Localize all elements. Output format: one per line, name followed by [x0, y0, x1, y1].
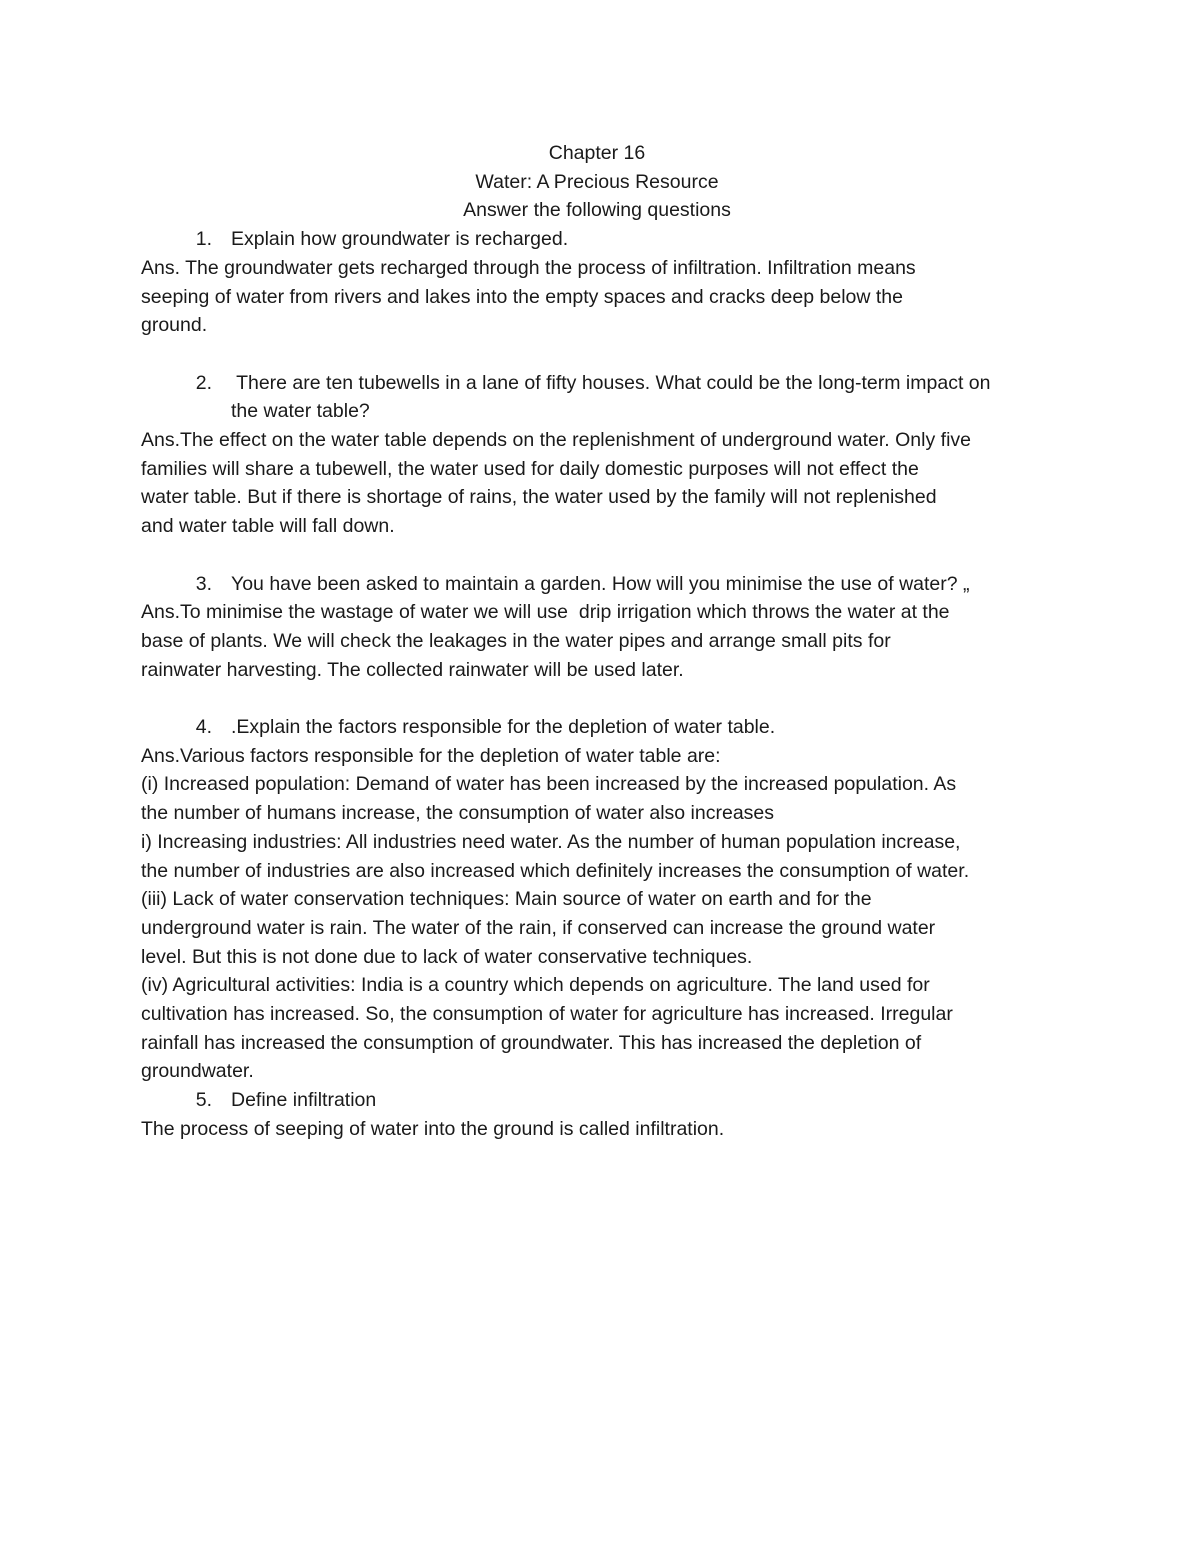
question-text: Define infiltration — [231, 1089, 377, 1112]
answer-line: seeping of water from rivers and lakes into the empty spaces and cracks deep below the — [141, 285, 903, 308]
answer-line: and water table will fall down. — [141, 515, 395, 538]
question-1 — [141, 225, 1071, 254]
answer-4 — [141, 742, 1071, 1086]
question-text: Explain how groundwater is recharged. — [231, 228, 569, 251]
answer-2 — [141, 426, 1071, 541]
answer-line: Ans. The groundwater gets recharged through the process of infiltration. Infiltration means — [141, 256, 916, 279]
answer-line: rainwater harvesting. The collected rainwater will be used later. — [141, 658, 684, 681]
question-number: 4. — [195, 716, 212, 739]
answer-3 — [141, 598, 1071, 684]
paragraph-gap — [141, 684, 1071, 713]
instruction-heading: Answer the following questions — [463, 199, 731, 222]
question-text: You have been asked to maintain a garden. How will you minimise the use of water? „ — [231, 572, 970, 595]
question-3 — [141, 570, 1071, 599]
question-number: 2. — [195, 371, 212, 394]
answer-line: (iii) Lack of water conservation techniques: Main source of water on earth and for the — [141, 888, 872, 911]
answer-line: groundwater. — [141, 1060, 254, 1083]
question-5 — [141, 1086, 1071, 1115]
answer-line: (i) Increased population: Demand of water has been increased by the increased population. As — [141, 773, 957, 796]
answer-line: The process of seeping of water into the ground is called infiltration. — [141, 1117, 725, 1140]
answer-1 — [141, 254, 1071, 340]
question-text: .Explain the factors responsible for the depletion of water table. — [231, 716, 776, 739]
answer-line: (iv) Agricultural activities: India is a country which depends on agriculture. The land used for — [141, 974, 930, 997]
question-number: 3. — [195, 572, 212, 595]
answer-line: the number of industries are also increased which definitely increases the consumption of water. — [141, 859, 970, 882]
answer-line: cultivation has increased. So, the consumption of water for agriculture has increased. Irregular — [141, 1003, 953, 1026]
document-content — [141, 139, 1071, 1144]
answer-line: underground water is rain. The water of the rain, if conserved can increase the ground water — [141, 916, 936, 939]
answer-line: Ans.The effect on the water table depends on the replenishment of underground water. Only five — [141, 429, 971, 452]
answer-line: water table. But if there is shortage of rains, the water used by the family will not replenished — [141, 486, 937, 509]
question-2 — [141, 369, 1071, 426]
chapter-title: Water: A Precious Resource — [475, 170, 719, 193]
answer-line: Ans.To minimise the wastage of water we will use drip irrigation which throws the water at the — [141, 601, 950, 624]
question-4 — [141, 713, 1071, 742]
answer-line: families will share a tubewell, the water used for daily domestic purposes will not effect the — [141, 457, 919, 480]
paragraph-gap — [141, 541, 1071, 570]
question-text: the water table? — [231, 400, 370, 423]
answer-line: Ans.Various factors responsible for the depletion of water table are: — [141, 744, 721, 767]
question-text: There are ten tubewells in a lane of fifty houses. What could be the long-term impact on — [231, 371, 991, 394]
answer-line: i) Increasing industries: All industries need water. As the number of human population increase, — [141, 830, 961, 853]
answer-line: the number of humans increase, the consumption of water also increases — [141, 802, 775, 825]
question-number: 5. — [195, 1089, 212, 1112]
answer-line: base of plants. We will check the leakages in the water pipes and arrange small pits for — [141, 629, 891, 652]
question-text-block — [212, 369, 1071, 426]
chapter-heading: Chapter 16 — [548, 142, 646, 164]
answer-line: rainfall has increased the consumption of groundwater. This has increased the depletion of — [141, 1031, 922, 1054]
paragraph-gap — [141, 340, 1071, 369]
question-number: 1. — [195, 228, 212, 251]
answer-5 — [141, 1115, 1071, 1144]
answer-line: level. But this is not done due to lack of water conservative techniques. — [141, 945, 753, 968]
answer-line: ground. — [141, 314, 208, 337]
